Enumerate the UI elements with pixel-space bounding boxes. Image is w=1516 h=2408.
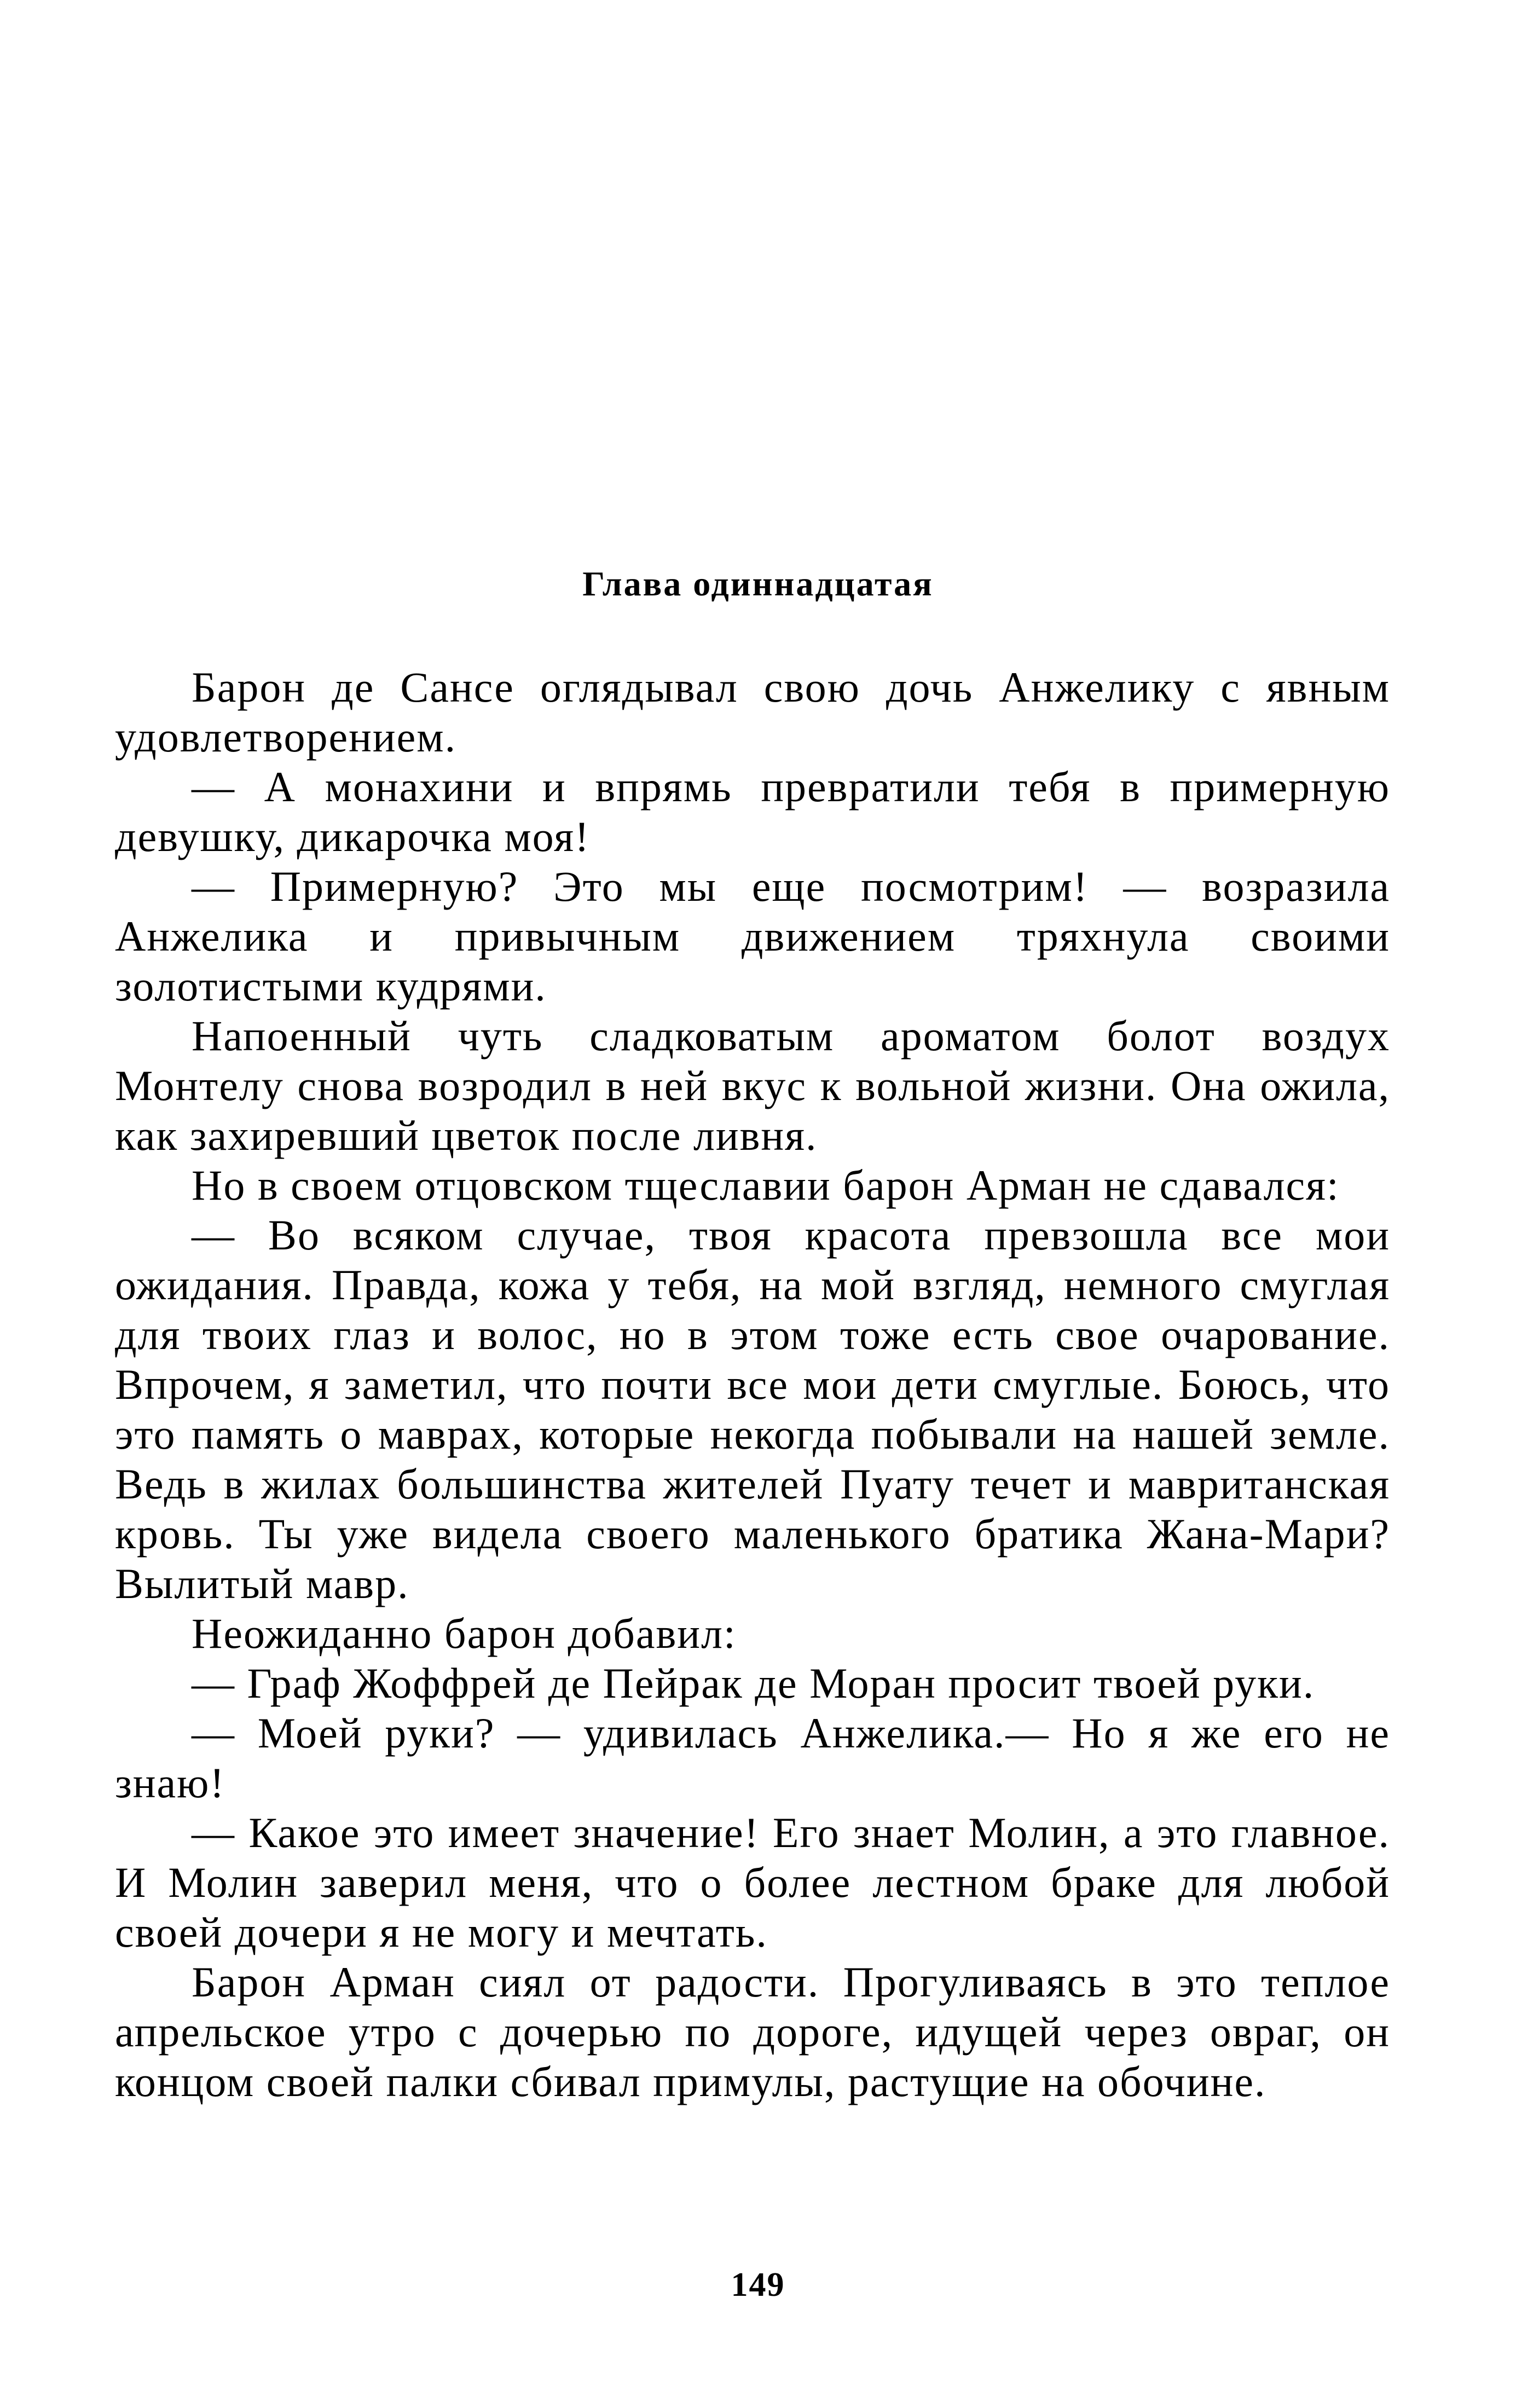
paragraph: — Во всяком случае, твоя красота превзошла все мои ожидания. Правда, кожа у тебя, на мой взгляд, немного смуглая для твоих глаз и волос, но в этом тоже есть свое очарование. Впрочем, я заметил, что почти все мои дети смуглые. Боюсь, что это память о маврах, которые некогда побывали на нашей земле. Ведь в жилах большинства жителей Пуату течет и мавританская кровь. Ты уже видела своего маленького братика Жана-Мари? Вылитый мавр. xyxy=(115,1211,1390,1607)
paragraph: — Моей руки? — удивилась Анжелика.— Но я же его не знаю! xyxy=(115,1709,1390,1807)
page-number: 149 xyxy=(731,2266,785,2303)
paragraph: Барон де Сансе оглядывал свою дочь Анжелику с явным удовлетворением. xyxy=(115,663,1390,761)
paragraph: Барон Арман сиял от радости. Прогуливаясь в это теплое апрельское утро с дочерью по дороге, идущей через овраг, он концом своей палки сбивал примулы, растущие на обочине. xyxy=(115,1958,1390,2105)
paragraph: Но в своем отцовском тщеславии барон Арман не сдавался: xyxy=(192,1161,1340,1209)
paragraph: — А монахини и впрямь превратили тебя в примерную девушку, дикарочка моя! xyxy=(115,763,1390,860)
paragraph: Напоенный чуть сладковатым ароматом болот воздух Монтелу снова возродил в ней вкус к вольной жизни. Она ожила, как захиревший цветок после ливня. xyxy=(115,1012,1390,1159)
chapter-title: Глава одиннадцатая xyxy=(582,564,934,603)
paragraph: — Примерную? Это мы еще посмотрим! — возразила Анжелика и привычным движением тряхнула своими золотистыми кудрями. xyxy=(115,863,1390,1010)
paragraph: Неожиданно барон добавил: xyxy=(192,1610,737,1657)
paragraph: — Граф Жоффрей де Пейрак де Моран просит твоей руки. xyxy=(192,1659,1315,1707)
body-text xyxy=(115,662,1390,2106)
paragraph: — Какое это имеет значение! Его знает Молин, а это главное. И Молин заверил меня, что о более лестном браке для любой своей дочери я не могу и мечтать. xyxy=(115,1809,1390,1956)
